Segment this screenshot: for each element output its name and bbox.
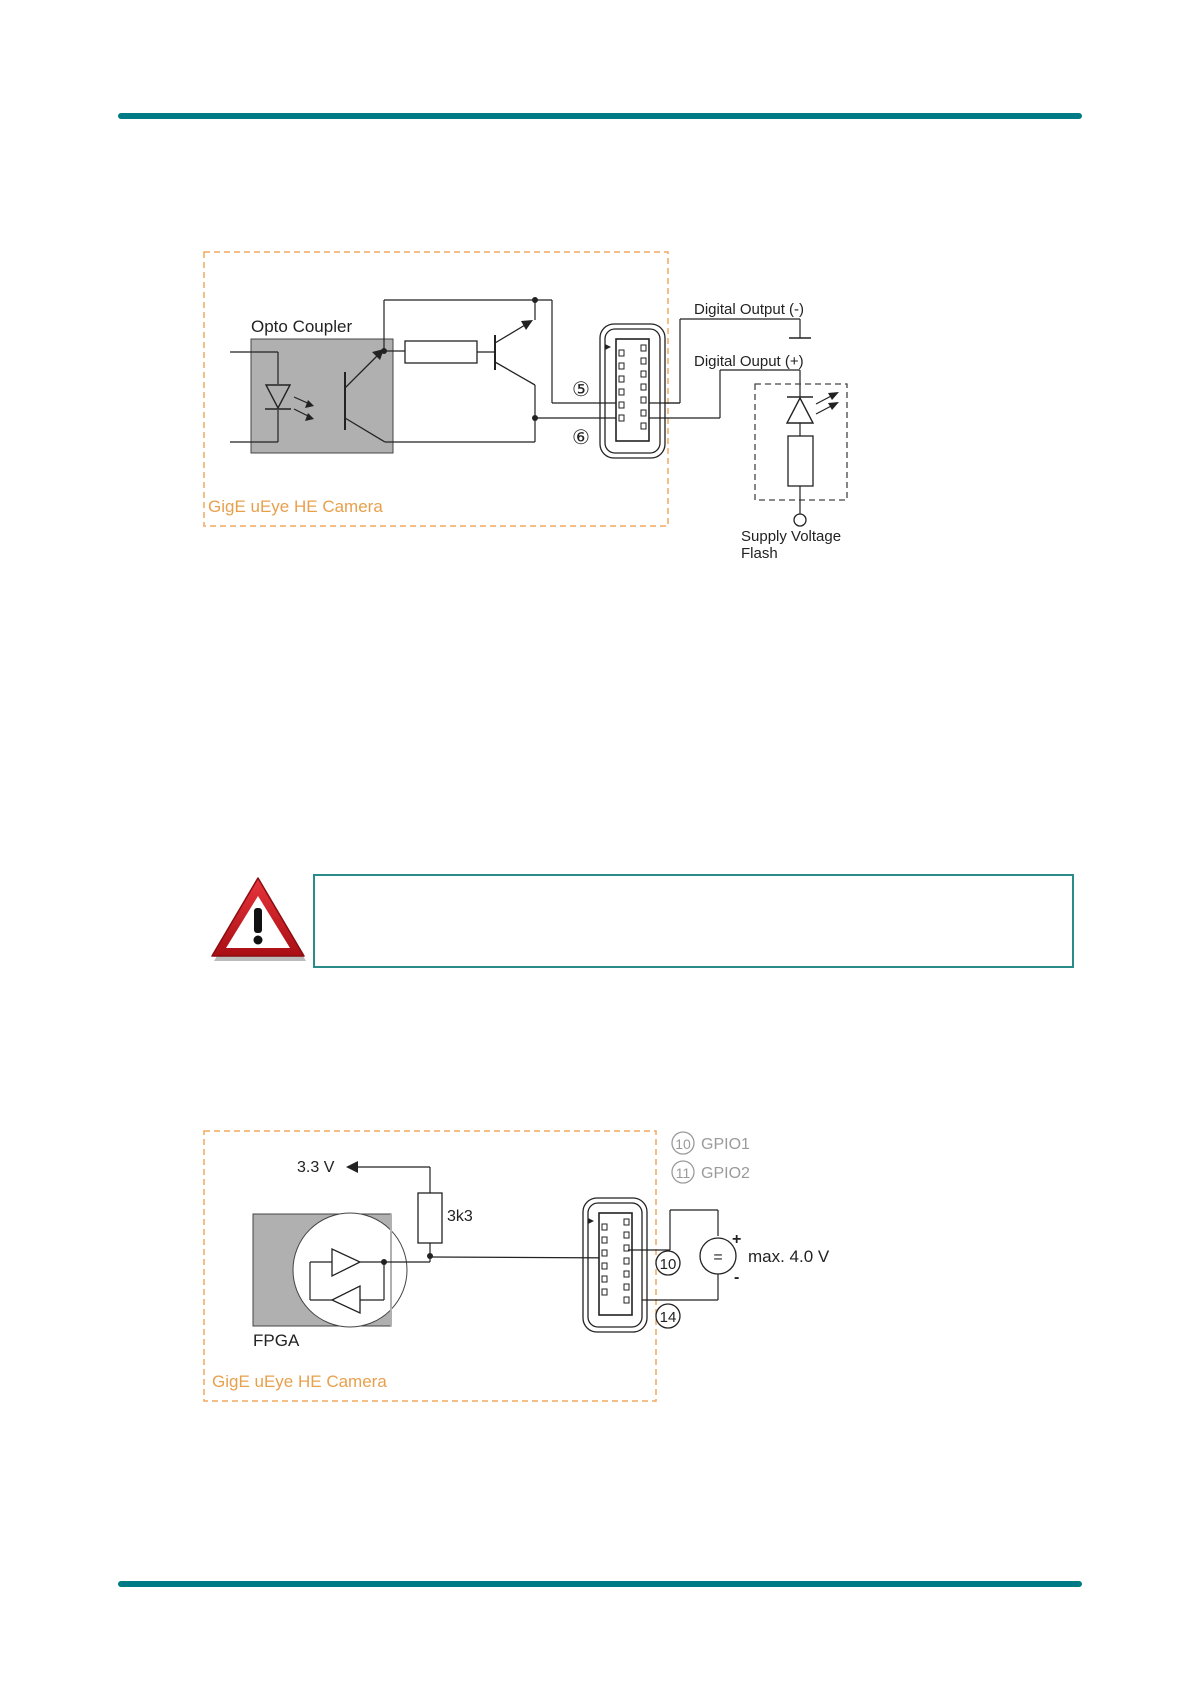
supply-3v3-label: 3.3 V <box>297 1159 335 1176</box>
arrow-left-icon <box>346 1161 358 1173</box>
resistor-label: 3k3 <box>447 1208 473 1225</box>
base-resistor <box>405 341 477 363</box>
pin-6-label: ⑥ <box>572 427 590 449</box>
opto-coupler-label: Opto Coupler <box>251 317 353 336</box>
header-rule <box>118 113 1082 119</box>
gpio1-number: 10 <box>675 1136 691 1152</box>
gpio2-number: 11 <box>675 1165 691 1181</box>
source-symbol: = <box>713 1249 723 1266</box>
gpio2-label: GPIO2 <box>701 1165 750 1182</box>
camera-label: GigE uEye HE Camera <box>208 497 383 516</box>
fpga-label: FPGA <box>253 1331 300 1350</box>
supply-flash-label: Flash <box>741 545 778 562</box>
camera-label: GigE uEye HE Camera <box>212 1372 387 1391</box>
warning-triangle-icon <box>208 874 308 964</box>
flash-resistor <box>788 436 813 486</box>
gpio-schematic <box>0 1120 1190 1410</box>
pin-5-label: ⑤ <box>572 379 590 401</box>
supply-voltage-label: Supply Voltage <box>741 528 842 545</box>
gpio1-label: GPIO1 <box>701 1136 750 1153</box>
supply-terminal-icon <box>794 514 806 526</box>
digital-output-pos-label: Digital Ouput (+) <box>694 353 804 370</box>
digital-output-neg-label: Digital Output (-) <box>694 301 805 318</box>
digital-output-schematic <box>0 240 1190 570</box>
pin-10-label: 10 <box>659 1256 677 1273</box>
pin-14-label: 14 <box>659 1309 677 1326</box>
flash-led-icon <box>787 398 813 423</box>
plus-label: + <box>732 1231 742 1248</box>
max-voltage-label: max. 4.0 V <box>748 1247 830 1266</box>
pullup-resistor <box>418 1193 442 1243</box>
footer-rule <box>118 1581 1082 1587</box>
warning-box <box>313 874 1074 968</box>
minus-label: - <box>734 1269 740 1286</box>
